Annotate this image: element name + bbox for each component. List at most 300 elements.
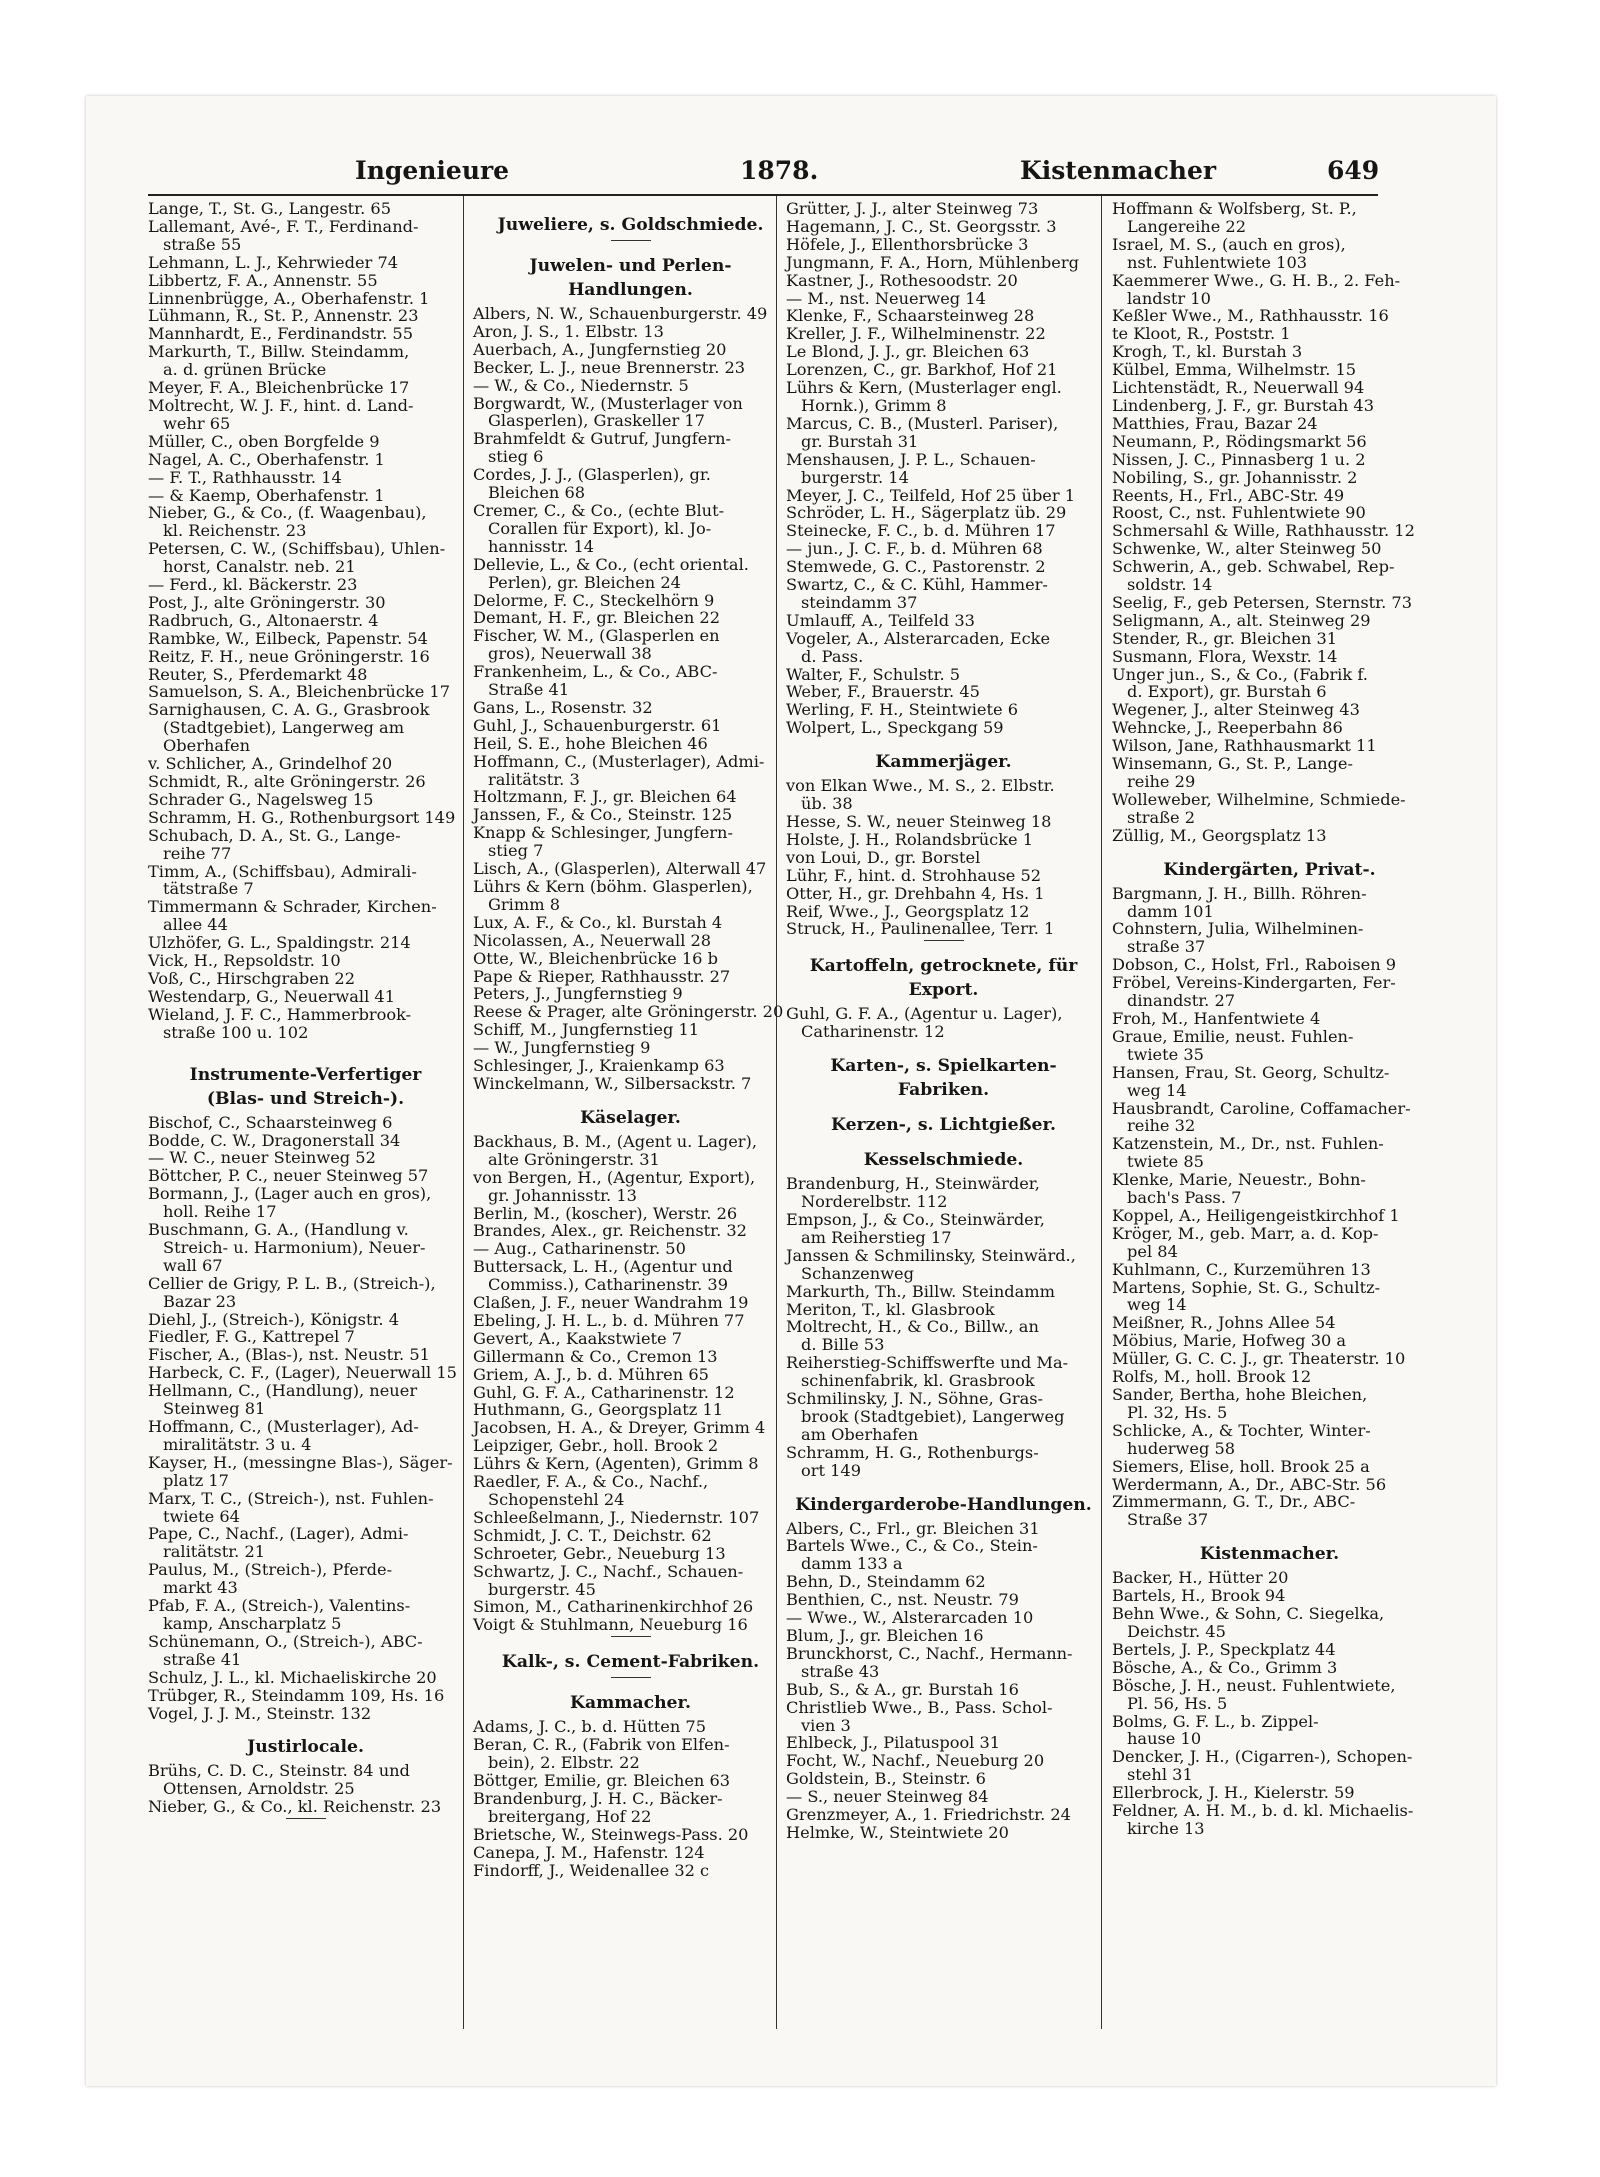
directory-entry: Guhl, G. F. A., (Agentur u. Lager), [786,1004,1063,1024]
directory-entry: Reents, H., Frl., ABC-Str. 49 [1112,485,1345,505]
directory-entry: Grütter, J. J., alter Steinweg 73 [786,199,1039,218]
directory-entry: Külbel, Emma, Wilhelmstr. 15 [1112,360,1357,380]
entry-continuation: weg 14 [1127,1295,1187,1315]
directory-entry: Böttcher, P. C., neuer Steinweg 57 [148,1166,429,1186]
directory-entry: Simon, M., Catharinenkirchhof 26 [473,1597,754,1617]
section-heading: Käselager. [580,1107,681,1128]
directory-entry: von Bergen, H., (Agentur, Export), [473,1167,756,1187]
entry-continuation: Schanzenweg [801,1263,914,1283]
directory-column-2 [473,200,788,1879]
directory-entry: Winsemann, G., St. P., Lange- [1112,754,1353,774]
directory-entry: Nagel, A. C., Oberhafenstr. 1 [148,449,385,469]
directory-entry: Ebeling, J. H. L., b. d. Mühren 77 [473,1310,745,1330]
directory-entry: Voß, C., Hirschgraben 22 [148,968,355,988]
directory-entry: Reif, Wwe., J., Georgsplatz 12 [786,901,1030,921]
directory-entry: Backer, H., Hütter 20 [1112,1568,1289,1588]
directory-entry: Benthien, C., nst. Neustr. 79 [786,1590,1019,1610]
directory-entry: Nicolassen, A., Neuerwall 28 [473,930,712,950]
entry-continuation: hannisstr. 14 [488,536,595,556]
directory-entry: Backhaus, B. M., (Agent u. Lager), [473,1131,758,1151]
directory-entry: Albers, C., Frl., gr. Bleichen 31 [786,1518,1040,1538]
entry-continuation: ort 149 [801,1460,862,1480]
directory-entry: Marx, T. C., (Streich-), nst. Fuhlen- [148,1488,434,1508]
section-heading: Kindergarderobe-Handlungen. [795,1494,1092,1515]
entry-continuation: Streich- u. Harmonium), Neuer- [163,1237,426,1257]
entry-continuation: Oberhafen [163,736,251,756]
entry-continuation: Pl. 56, Hs. 5 [1127,1693,1228,1713]
directory-entry: Lux, A. F., & Co., kl. Burstah 4 [473,912,723,932]
directory-entry: Holste, J. H., Rolandsbrücke 1 [786,829,1034,849]
directory-entry: Lühr, F., hint. d. Strohhause 52 [786,865,1042,885]
spacer [148,1042,463,1050]
section-heading: Kindergärten, Privat-. [1163,859,1376,880]
directory-entry: Rolfs, M., holl. Brook 12 [1112,1367,1312,1387]
directory-entry: Brandenburg, J. H. C., Bäcker- [473,1788,723,1808]
directory-entry: Nobiling, S., gr. Johannisstr. 2 [1112,467,1358,487]
directory-entry: Gans, L., Rosenstr. 32 [473,697,653,717]
directory-entry: v. Schlicher, A., Grindelhof 20 [148,754,393,774]
directory-entry: Swartz, C., & C. Kühl, Hammer- [786,575,1048,595]
directory-entry: Reuter, S., Pferdemarkt 48 [148,664,368,684]
directory-entry: Hesse, S. W., neuer Steinweg 18 [786,812,1052,831]
directory-entry: Wolleweber, Wilhelmine, Schmiede- [1112,789,1406,809]
entry-continuation: Schopenstehl 24 [488,1490,625,1509]
directory-entry: Seelig, F., geb Petersen, Sternstr. 73 [1112,592,1413,612]
directory-entry: Brühs, C. D. C., Steinstr. 84 und [148,1761,410,1781]
directory-entry: Janssen & Schmilinsky, Steinwärd., [786,1245,1076,1265]
section-rule [924,940,964,941]
entry-continuation: horst, Canalstr. neb. 21 [163,557,356,577]
entry-continuation: Deichstr. 45 [1127,1621,1226,1641]
column-rule [1101,196,1102,2029]
directory-entry: — & Kaemp, Oberhafenstr. 1 [148,485,385,505]
entry-continuation: Perlen), gr. Bleichen 24 [488,572,681,592]
directory-entry: Stemwede, G. C., Pastorenstr. 2 [786,557,1046,577]
directory-entry: Meißner, R., Johns Allee 54 [1112,1313,1336,1333]
directory-entry: Müller, G. C. C. J., gr. Theaterstr. 10 [1112,1349,1406,1369]
entry-continuation: tätstraße 7 [163,879,254,899]
entry-continuation: kamp, Anscharplatz 5 [163,1613,342,1633]
directory-entry: Gillermann & Co., Cremon 13 [473,1346,718,1366]
directory-entry: Struck, H., Paulinenallee, Terr. 1 [786,919,1055,939]
directory-entry: Müller, C., oben Borgfelde 9 [148,431,380,451]
directory-entry: Guhl, G. F. A., Catharinenstr. 12 [473,1382,735,1402]
entry-continuation: straße 43 [801,1661,880,1681]
directory-entry: Lallemant, Avé-, F. T., Ferdinand- [148,216,419,236]
directory-entry: Feldner, A. H. M., b. d. kl. Michaelis- [1112,1801,1414,1821]
directory-entry: Lühmann, R., St. P., Annenstr. 23 [148,306,419,326]
directory-entry: Libbertz, F. A., Annenstr. 55 [148,270,378,290]
directory-entry: Möbius, Marie, Hofweg 30 a [1112,1331,1347,1351]
directory-entry: Schröder, L. H., Sägerplatz üb. 29 [786,503,1067,523]
directory-entry: — jun., J. C. F., b. d. Mühren 68 [786,539,1043,559]
directory-entry: Wegener, J., alter Steinweg 43 [1112,700,1360,720]
directory-entry: Meriton, T., kl. Glasbrook [786,1299,995,1319]
directory-entry: — Ferd., kl. Bäckerstr. 23 [148,575,358,595]
directory-entry: Israel, M. S., (auch en gros), [1112,234,1346,254]
directory-entry: Vick, H., Repsoldstr. 10 [148,951,341,971]
directory-entry: Timm, A., (Schiffsbau), Admirali- [148,861,417,881]
directory-entry: Albers, N. W., Schauenburgerstr. 49 [473,304,768,323]
directory-entry: Winckelmann, W., Silbersackstr. 7 [473,1073,752,1093]
section-heading: Handlungen. [568,280,693,300]
directory-entry: Radbruch, G., Altonaerstr. 4 [148,610,379,630]
directory-entry: — W., & Co., Niedernstr. 5 [473,375,689,395]
directory-entry: Schlicke, A., & Tochter, Winter- [1112,1420,1371,1440]
directory-entry: von Elkan Wwe., M. S., 2. Elbstr. [786,776,1055,796]
directory-entry: Hoffmann, C., (Musterlager), Admi- [473,751,765,771]
directory-entry: Otter, H., gr. Drehbahn 4, Hs. 1 [786,883,1045,903]
entry-continuation: Catharinenstr. 12 [801,1022,945,1042]
entry-continuation: straße 2 [1127,807,1196,827]
directory-entry: Ulzhöfer, G. L., Spaldingstr. 214 [148,933,411,953]
entry-continuation: wehr 65 [163,413,231,433]
entry-continuation: Bazar 23 [163,1291,237,1311]
entry-continuation: Corallen für Export), kl. Jo- [488,518,712,538]
directory-entry: Griem, A. J., b. d. Mühren 65 [473,1364,709,1384]
directory-entry: Schulz, J. L., kl. Michaeliskirche 20 [148,1667,437,1687]
directory-entry: te Kloot, R., Poststr. 1 [1112,324,1291,344]
directory-entry: Post, J., alte Gröningerstr. 30 [148,592,386,612]
directory-entry: Ellerbrock, J. H., Kielerstr. 59 [1112,1783,1355,1803]
directory-entry: Adams, J. C., b. d. Hütten 75 [473,1717,707,1737]
directory-entry: Grenzmeyer, A., 1. Friedrichstr. 24 [786,1805,1071,1825]
directory-entry: Bolms, G. F. L., b. Zippel- [1112,1711,1319,1731]
directory-entry: Claßen, J. F., neuer Wandrahm 19 [473,1293,749,1313]
header-year: 1878. [740,156,819,185]
entry-continuation: schinenfabrik, kl. Grasbrook [801,1371,1035,1391]
directory-entry: Diehl, J., (Streich-), Königstr. 4 [148,1309,399,1329]
entry-continuation: d. Pass. [801,646,864,666]
entry-continuation: straße 100 u. 102 [163,1022,309,1042]
directory-entry: von Loui, D., gr. Borstel [786,847,981,867]
entry-continuation: kirche 13 [1127,1818,1205,1838]
section-heading: Kammacher. [570,1693,691,1714]
entry-continuation: üb. 38 [801,794,853,814]
directory-column-4 [1112,200,1427,1838]
directory-entry: Graue, Emilie, neust. Fuhlen- [1112,1026,1354,1046]
directory-entry: Nieber, G., & Co., kl. Reichenstr. 23 [148,1797,442,1817]
entry-continuation: markt 43 [163,1578,238,1598]
entry-continuation: ralitätstr. 21 [163,1542,266,1562]
entry-continuation: d. Export), gr. Burstah 6 [1127,682,1327,702]
directory-entry: Schmidt, J. C. T., Deichstr. 62 [473,1525,712,1545]
directory-entry: Unger jun., S., & Co., (Fabrik f. [1112,664,1368,684]
directory-entry: Schwenke, W., alter Steinweg 50 [1112,539,1382,559]
directory-entry: Frankenheim, L., & Co., ABC- [473,662,718,682]
directory-entry: Schünemann, O., (Streich-), ABC- [148,1631,423,1651]
directory-entry: Umlauff, A., Teilfeld 33 [786,610,975,630]
directory-entry: Schrader G., Nagelsweg 15 [148,789,374,809]
directory-entry: Bartels, H., Brook 94 [1112,1586,1286,1606]
section-heading: Export. [908,980,979,1001]
directory-entry: Wehncke, J., Reeperbahn 86 [1112,718,1343,738]
entry-continuation: twiete 64 [163,1506,240,1526]
entry-continuation: damm 101 [1127,901,1214,921]
directory-entry: Kayser, H., (messingne Blas-), Säger- [148,1452,453,1472]
entry-continuation: holl. Reihe 17 [163,1202,277,1222]
directory-entry: Schmidt, R., alte Gröningerstr. 26 [148,772,426,791]
directory-entry: Dencker, J. H., (Cigarren-), Schopen- [1112,1747,1413,1767]
directory-entry: Harbeck, C. F., (Lager), Neuerwall 15 [148,1363,457,1383]
directory-entry: Lehmann, L. J., Kehrwieder 74 [148,252,399,272]
directory-entry: Schubach, D. A., St. G., Lange- [148,825,401,845]
directory-entry: Peters, J., Jungfernstieg 9 [473,984,683,1004]
directory-entry: Zimmermann, G. T., Dr., ABC- [1112,1492,1356,1512]
directory-entry: Pape, C., Nachf., (Lager), Admi- [148,1524,409,1544]
directory-entry: Matthies, Frau, Bazar 24 [1112,413,1318,433]
directory-entry: Buschmann, G. A., (Handlung v. [148,1220,409,1240]
entry-continuation: allee 44 [163,915,228,935]
entry-continuation: platz 17 [163,1470,229,1490]
section-rule [611,1677,651,1678]
entry-continuation: Pl. 32, Hs. 5 [1127,1402,1228,1422]
entry-continuation: Hornk.), Grimm 8 [801,395,947,415]
directory-entry: Fischer, W. M., (Glasperlen en [473,626,720,646]
entry-continuation: wall 67 [163,1255,223,1275]
entry-continuation: am Oberhafen [801,1424,919,1444]
entry-continuation: dinandstr. 27 [1127,991,1236,1011]
directory-entry: Cordes, J. J., (Glasperlen), gr. [473,465,711,485]
entry-continuation: kl. Reichenstr. 23 [163,521,307,541]
directory-entry: Lührs & Kern (böhm. Glasperlen), [473,877,753,896]
column-rule [463,196,464,2029]
directory-entry: Borgwardt, W., (Musterlager von [473,393,743,413]
directory-entry: Steinecke, F. C., b. d. Mühren 17 [786,521,1056,541]
directory-entry: Dellevie, L., & Co., (echt oriental. [473,554,749,574]
entry-continuation: hause 10 [1127,1729,1202,1749]
directory-entry: Delorme, F. C., Steckelhörn 9 [473,590,715,610]
entry-continuation: bach's Pass. 7 [1127,1188,1242,1208]
directory-entry: Vogel, J. J. M., Steinstr. 132 [148,1703,372,1723]
directory-entry: — Aug., Catharinenstr. 50 [473,1239,686,1259]
directory-entry: Bargmann, J. H., Billh. Röhren- [1112,883,1367,903]
header-right-catchword: Kistenmacher [1020,156,1217,185]
directory-entry: Markurth, T., Billw. Steindamm, [148,342,410,362]
entry-continuation: reihe 77 [163,843,232,863]
directory-entry: Nieber, G., & Co., (f. Waagenbau), [148,503,427,523]
directory-entry: Moltrecht, W. J. F., hint. d. Land- [148,395,414,415]
entry-continuation: twiete 85 [1127,1152,1204,1172]
directory-entry: Brietsche, W., Steinwegs-Pass. 20 [473,1824,749,1844]
entry-continuation: reihe 29 [1127,772,1196,791]
entry-continuation: (Stadtgebiet), Langerweg am [163,718,405,738]
directory-entry: Guhl, J., Schauenburgerstr. 61 [473,715,722,735]
directory-entry: Kaemmerer Wwe., G. H. B., 2. Feh- [1112,270,1401,290]
directory-entry: Holtzmann, F. J., gr. Bleichen 64 [473,787,737,807]
entry-continuation: steindamm 37 [801,592,918,612]
directory-entry: Fischer, A., (Blas-), nst. Neustr. 51 [148,1345,430,1365]
directory-entry: Goldstein, B., Steinstr. 6 [786,1769,986,1789]
directory-entry: Höfele, J., Ellenthorsbrücke 3 [786,234,1029,254]
entry-continuation: stieg 6 [488,447,544,467]
entry-continuation: Norderelbstr. 112 [801,1192,948,1212]
entry-continuation: brook (Stadtgebiet), Langerweg [801,1406,1065,1426]
entry-continuation: stehl 31 [1127,1765,1193,1785]
directory-entry: Blum, J., gr. Bleichen 16 [786,1626,984,1645]
entry-continuation: Steinweg 81 [163,1399,266,1419]
directory-entry: Kröger, M., geb. Marr, a. d. Kop- [1112,1223,1379,1243]
directory-entry: Cellier de Grigy, P. L. B., (Streich-), [148,1273,436,1293]
directory-entry: Lührs & Kern, (Agenten), Grimm 8 [473,1454,759,1474]
entry-continuation: nst. Fuhlentwiete 103 [1127,252,1308,272]
directory-entry: Buttersack, L. H., (Agentur und [473,1257,733,1277]
entry-continuation: landstr 10 [1127,288,1211,308]
directory-entry: Marcus, C. B., (Musterl. Pariser), [786,413,1059,433]
directory-entry: Hausbrandt, Caroline, Coffamacher- [1112,1098,1411,1118]
entry-continuation: damm 133 a [801,1554,903,1574]
directory-entry: Aron, J. S., 1. Elbstr. 13 [473,321,664,341]
directory-entry: — Wwe., W., Alsterarcaden 10 [786,1608,1034,1628]
page-number: 649 [1327,156,1380,185]
directory-entry: Schramm, H. G., Rothenburgs- [786,1442,1039,1462]
entry-continuation: gr. Burstah 31 [801,431,919,451]
directory-entry: Werdermann, A., Dr., ABC-Str. 56 [1112,1474,1387,1494]
directory-entry: Cremer, C., & Co., (echte Blut- [473,500,725,520]
section-heading: Juwelen- und Perlen- [529,256,732,276]
directory-entry: Trübger, R., Steindamm 109, Hs. 16 [148,1685,445,1705]
directory-entry: Wolpert, L., Speckgang 59 [786,718,1004,738]
entry-continuation: reihe 32 [1127,1116,1196,1136]
directory-entry: Hansen, Frau, St. Georg, Schultz- [1112,1062,1390,1082]
directory-entry: Bormann, J., (Lager auch en gros), [148,1184,432,1204]
page-header [150,150,1378,190]
entry-continuation: Straße 37 [1127,1510,1209,1530]
directory-entry: Roost, C., nst. Fuhlentwiete 90 [1112,503,1366,523]
directory-column-3 [786,200,1101,1842]
entry-continuation: breitergang, Hof 22 [488,1806,652,1826]
directory-entry: Böttger, Emilie, gr. Bleichen 63 [473,1770,731,1790]
directory-entry: Siemers, Elise, holl. Brook 25 a [1112,1456,1370,1476]
directory-entry: — W. C., neuer Steinweg 52 [148,1148,376,1168]
directory-entry: Schmilinsky, J. N., Söhne, Gras- [786,1389,1044,1409]
directory-entry: Jungmann, F. A., Horn, Mühlenberg [786,252,1079,272]
directory-entry: Empson, J., & Co., Steinwärder, [786,1209,1045,1229]
directory-entry: Klenke, F., Schaarsteinweg 28 [786,306,1035,326]
directory-entry: Lührs & Kern, (Musterlager engl. [786,378,1062,398]
directory-entry: Knapp & Schlesinger, Jungfern- [473,823,733,843]
directory-entry: Behn, D., Steindamm 62 [786,1572,986,1592]
directory-entry: Helmke, W., Steintwiete 20 [786,1822,1009,1842]
directory-entry: Neumann, P., Rödingsmarkt 56 [1112,431,1367,451]
directory-entry: Wieland, J. F. C., Hammerbrook- [148,1004,412,1024]
directory-entry: — W., Jungfernstieg 9 [473,1038,651,1058]
section-rule [286,1818,326,1819]
directory-entry: Otte, W., Bleichenbrücke 16 b [473,948,718,968]
entry-continuation: gr. Johannisstr. 13 [488,1185,637,1205]
section-heading: Kammerjäger. [875,752,1012,773]
entry-continuation: Glasperlen), Graskeller 17 [488,411,705,431]
directory-entry: Becker, L. J., neue Brennerstr. 23 [473,357,746,377]
entry-continuation: stieg 7 [488,841,544,861]
directory-entry: Schramm, H. G., Rothenburgsort 149 [148,807,456,827]
entry-continuation: a. d. grünen Brücke [163,360,327,380]
directory-entry: Wilson, Jane, Rathhausmarkt 11 [1112,736,1377,756]
entry-continuation: straße 41 [163,1649,242,1669]
directory-entry: Lindenberg, J. F., gr. Burstah 43 [1112,395,1375,415]
section-heading: Kalk-, s. Cement-Fabriken. [501,1652,760,1673]
directory-entry: Sarnighausen, C. A. G., Grasbrook [148,700,430,720]
directory-entry: Bischof, C., Schaarsteinweg 6 [148,1112,393,1132]
directory-entry: Brunckhorst, C., Nachf., Hermann- [786,1643,1073,1663]
section-heading: Instrumente-Verfertiger [189,1064,422,1085]
directory-entry: Fiedler, F. G., Kattrepel 7 [148,1327,355,1347]
directory-entry: Voigt & Stuhlmann, Neueburg 16 [473,1615,748,1635]
entry-continuation: Straße 41 [488,680,570,700]
directory-entry: Fröbel, Vereins-Kindergarten, Fer- [1112,973,1396,993]
section-heading: Kistenmacher. [1199,1544,1340,1565]
directory-entry: Schwerin, A., geb. Schwabel, Rep- [1112,557,1395,577]
header-rule [148,194,1378,196]
directory-column-1 [148,200,463,1823]
section-heading: Kesselschmiede. [863,1150,1024,1171]
directory-entry: Bub, S., & A., gr. Burstah 16 [786,1679,1019,1699]
entry-continuation: pel 84 [1127,1241,1178,1261]
directory-entry: Reitz, F. H., neue Gröningerstr. 16 [148,646,430,666]
directory-entry: — S., neuer Steinweg 84 [786,1787,989,1807]
directory-entry: Behn Wwe., & Sohn, C. Siegelka, [1112,1604,1385,1624]
directory-entry: Lorenzen, C., gr. Barkhof, Hof 21 [786,360,1058,380]
directory-entry: Kuhlmann, C., Kurzemühren 13 [1112,1259,1371,1279]
directory-entry: Schmersahl & Wille, Rathhausstr. 12 [1112,521,1415,541]
directory-entry: Rambke, W., Eilbeck, Papenstr. 54 [148,628,428,648]
entry-continuation: gros), Neuerwall 38 [488,644,652,664]
directory-entry: Bertels, J. P., Speckplatz 44 [1112,1639,1336,1659]
directory-entry: Hagemann, J. C., St. Georgsstr. 3 [786,216,1057,236]
directory-entry: Seligmann, A., alt. Steinweg 29 [1112,610,1371,630]
directory-entry: Klenke, Marie, Neuestr., Bohn- [1112,1170,1366,1190]
directory-entry: Cohnstern, Julia, Wilhelminen- [1112,919,1364,939]
directory-entry: Nissen, J. C., Pinnasberg 1 u. 2 [1112,449,1366,469]
directory-entry: Gevert, A., Kaakstwiete 7 [473,1328,683,1348]
directory-entry: Schiff, M., Jungfernstieg 11 [473,1020,700,1040]
directory-entry: Petersen, C. W., (Schiffsbau), Uhlen- [148,539,446,559]
entry-continuation: weg 14 [1127,1080,1187,1100]
directory-entry: Lisch, A., (Glasperlen), Alterwall 47 [473,859,767,879]
directory-entry: — M., nst. Neuerweg 14 [786,288,986,308]
header-left-catchword: Ingenieure [355,156,510,185]
directory-entry: Auerbach, A., Jungfernstieg 20 [473,339,727,359]
directory-entry: Susmann, Flora, Wexstr. 14 [1112,646,1338,666]
entry-continuation: straße 55 [163,234,242,254]
directory-entry: Leipziger, Gebr., holl. Brook 2 [473,1436,719,1456]
directory-entry: Focht, W., Nachf., Neueburg 20 [786,1751,1045,1771]
directory-entry: Kastner, J., Rothesoodstr. 20 [786,270,1018,290]
directory-entry: Mannhardt, E., Ferdinandstr. 55 [148,324,414,344]
directory-entry: Brandenburg, H., Steinwärder, [786,1174,1040,1194]
entry-continuation: huderweg 58 [1127,1438,1236,1458]
directory-entry: Samuelson, S. A., Bleichenbrücke 17 [148,682,451,702]
section-heading: Karten-, s. Spielkarten- [830,1056,1057,1077]
directory-entry: Westendarp, G., Neuerwall 41 [148,986,396,1006]
directory-entry: Le Blond, J. J., gr. Bleichen 63 [786,342,1030,362]
entry-continuation: alte Gröningerstr. 31 [488,1149,660,1169]
directory-entry: Janssen, F., & Co., Steinstr. 125 [473,805,733,825]
directory-entry: Pape & Rieper, Rathhausstr. 27 [473,966,731,986]
entry-continuation: burgerstr. 45 [488,1579,596,1599]
section-heading: Juweliere, s. Goldschmiede. [497,215,764,235]
directory-entry: Hoffmann & Wolfsberg, St. P., [1112,199,1357,218]
directory-entry: Werling, F. H., Steintwiete 6 [786,700,1019,720]
entry-continuation: vien 3 [801,1715,851,1735]
directory-entry: Froh, M., Hanfentwiete 4 [1112,1008,1321,1028]
entry-continuation: am Reiherstieg 17 [801,1227,952,1247]
directory-entry: Vogeler, A., Alsterarcaden, Ecke [786,628,1051,648]
directory-entry: Timmermann & Schrader, Kirchen- [148,897,437,917]
entry-continuation: twiete 35 [1127,1044,1204,1064]
directory-entry: Reese & Prager, alte Gröningerstr. 20 [473,1002,784,1022]
directory-entry: Bartels Wwe., C., & Co., Stein- [786,1536,1038,1556]
